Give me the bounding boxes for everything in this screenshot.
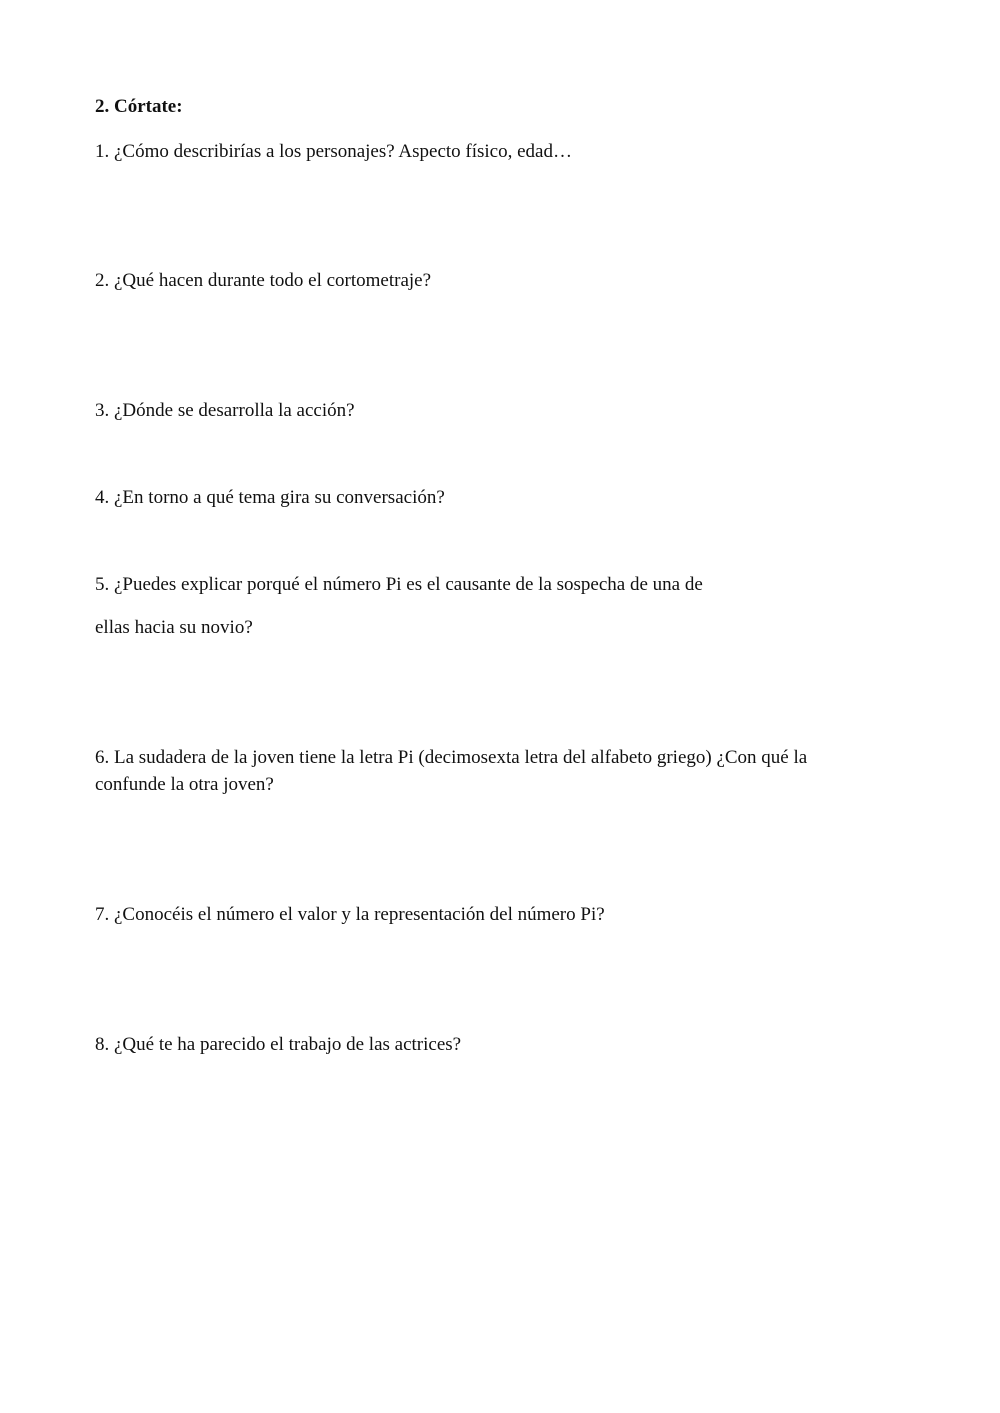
question-7: 7. ¿Conocéis el número el valor y la representación del número Pi? [95,904,605,925]
question-4: 4. ¿En torno a qué tema gira su conversación? [95,487,445,508]
question-1: 1. ¿Cómo describirías a los personajes? Aspecto físico, edad… [95,141,572,162]
question-3: 3. ¿Dónde se desarrolla la acción? [95,400,355,421]
question-8: 8. ¿Qué te ha parecido el trabajo de las actrices? [95,1034,462,1055]
question-5-line-1: 5. ¿Puedes explicar porqué el número Pi es el causante de la sospecha de una de [95,574,703,595]
question-6: 6. La sudadera de la joven tiene la letra Pi (decimosexta letra del alfabeto griego) ¿Con qué la confunde la otra joven? [95,747,808,795]
question-5-line-2: ellas hacia su novio? [95,617,253,638]
section-title: 2. Córtate: [95,96,183,117]
question-2: 2. ¿Qué hacen durante todo el cortometraje? [95,270,432,291]
